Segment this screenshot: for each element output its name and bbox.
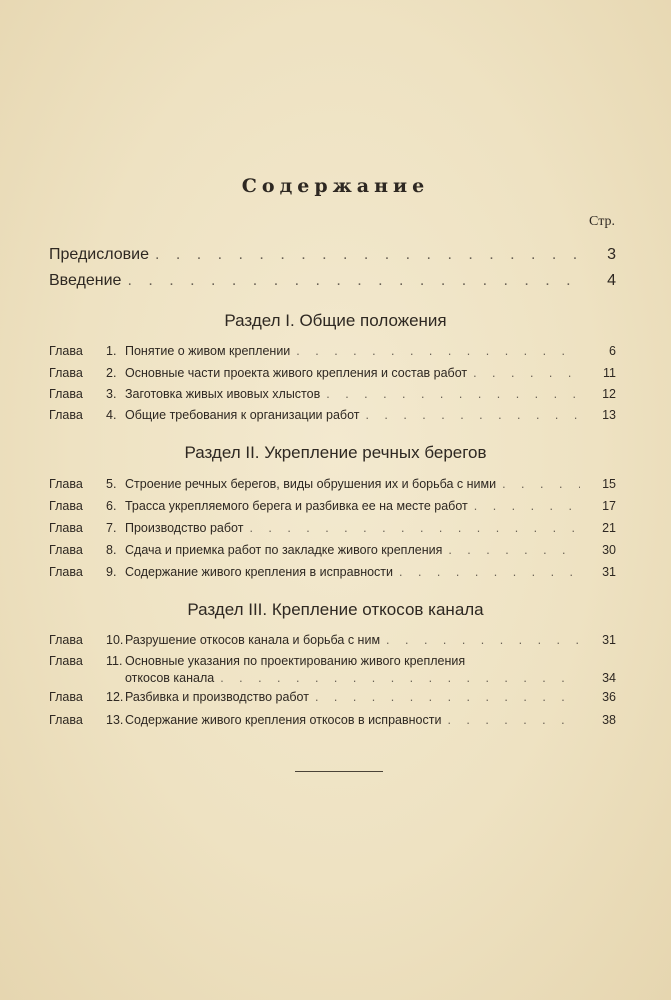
chapter-page: 34	[602, 671, 616, 685]
chapter-title: Общие требования к организации работ	[125, 408, 360, 422]
chapter-title-continuation: откосов канала	[125, 671, 215, 685]
chapter-page: 31	[602, 633, 616, 647]
chapter-title: Разрушение откосов канала и борьба с ним	[125, 633, 381, 647]
chapter-title: Сдача и приемка работ по закладке живого крепления	[125, 543, 443, 557]
chapter-number: 10.	[106, 633, 124, 647]
leader-dots	[315, 690, 580, 704]
leader-dots	[220, 671, 580, 685]
toc-chapter-two-line	[49, 654, 616, 685]
chapter-page: 21	[602, 521, 616, 535]
leader-dots	[473, 366, 580, 380]
leader-dots	[448, 543, 580, 557]
section-heading: Раздел III. Крепление откосов канала	[187, 600, 484, 619]
chapter-number: 12.	[106, 690, 124, 704]
toc-chapter	[49, 690, 616, 704]
chapter-number: 8.	[106, 543, 117, 557]
leader-dots	[447, 713, 580, 727]
chapter-number: 5.	[106, 477, 117, 491]
chapter-title: Строение речных берегов, виды обрушения их и борьба с ними	[125, 477, 497, 491]
toc-entry-label: Предисловие	[49, 246, 149, 263]
leader-dots	[365, 408, 580, 422]
leader-dots	[127, 272, 580, 290]
leader-dots	[386, 633, 580, 647]
toc-entry-label: Введение	[49, 272, 122, 289]
chapter-prefix: Глава	[49, 499, 83, 513]
chapter-page: 15	[602, 477, 616, 491]
toc-chapter	[49, 344, 616, 358]
chapter-number: 2.	[106, 366, 117, 380]
chapter-prefix: Глава	[49, 344, 83, 358]
toc-chapter	[49, 499, 616, 513]
chapter-title: Производство работ	[125, 521, 244, 535]
leader-dots	[296, 344, 580, 358]
leader-dots	[326, 387, 580, 401]
chapter-page: 12	[602, 387, 616, 401]
chapter-prefix: Глава	[49, 633, 83, 647]
chapter-number: 13.	[106, 713, 124, 727]
page-title: Содержание	[241, 175, 430, 197]
chapter-title: Основные указания по проектированию живого крепления	[125, 654, 466, 668]
chapter-prefix: Глава	[49, 654, 83, 668]
leader-dots	[399, 565, 580, 579]
chapter-title: Основные части проекта живого крепления и состав работ	[125, 366, 468, 380]
chapter-number: 1.	[106, 344, 117, 358]
toc-chapter	[49, 387, 616, 401]
toc-chapter	[49, 366, 616, 380]
chapter-prefix: Глава	[49, 408, 83, 422]
leader-dots	[474, 499, 580, 513]
leader-dots	[502, 477, 580, 491]
toc-chapter	[49, 565, 616, 579]
chapter-number: 11.	[106, 654, 123, 668]
chapter-number: 7.	[106, 521, 117, 535]
chapter-title: Содержание живого крепления откосов в исправности	[125, 713, 442, 727]
leader-dots	[155, 246, 580, 264]
page-column-label: Стр.	[589, 214, 615, 229]
chapter-page: 36	[602, 690, 616, 704]
chapter-prefix: Глава	[49, 477, 83, 491]
chapter-title: Разбивка и производство работ	[125, 690, 309, 704]
chapter-title: Понятие о живом креплении	[125, 344, 291, 358]
toc-chapter	[49, 633, 616, 647]
chapter-title: Трасса укрепляемого берега и разбивка ее на месте работ	[125, 499, 468, 513]
toc-chapter	[49, 477, 616, 491]
chapter-prefix: Глава	[49, 565, 83, 579]
divider-rule	[295, 771, 383, 772]
chapter-page: 17	[602, 499, 616, 513]
chapter-page: 31	[602, 565, 616, 579]
section-heading: Раздел I. Общие положения	[224, 311, 447, 330]
chapter-prefix: Глава	[49, 543, 83, 557]
chapter-prefix: Глава	[49, 387, 83, 401]
chapter-prefix: Глава	[49, 521, 83, 535]
chapter-page: 11	[603, 366, 616, 380]
chapter-prefix: Глава	[49, 366, 83, 380]
chapter-page: 38	[602, 713, 616, 727]
chapter-number: 6.	[106, 499, 117, 513]
leader-dots	[249, 521, 580, 535]
chapter-page: 6	[609, 344, 616, 358]
chapter-prefix: Глава	[49, 690, 83, 704]
toc-entry-introduction	[49, 272, 616, 290]
chapter-prefix: Глава	[49, 713, 83, 727]
chapter-title: Содержание живого крепления в исправности	[125, 565, 394, 579]
chapter-number: 3.	[106, 387, 117, 401]
section-heading: Раздел II. Укрепление речных берегов	[184, 443, 487, 462]
chapter-page: 30	[602, 543, 616, 557]
toc-chapter	[49, 408, 616, 422]
chapter-title: Заготовка живых ивовых хлыстов	[125, 387, 321, 401]
toc-entry-preface	[49, 246, 616, 264]
toc-chapter	[49, 543, 616, 557]
toc-entry-page: 3	[607, 246, 616, 263]
chapter-page: 13	[602, 408, 616, 422]
chapter-number: 4.	[106, 408, 117, 422]
chapter-number: 9.	[106, 565, 117, 579]
toc-chapter	[49, 521, 616, 535]
toc-chapter	[49, 713, 616, 727]
toc-entry-page: 4	[607, 272, 616, 289]
